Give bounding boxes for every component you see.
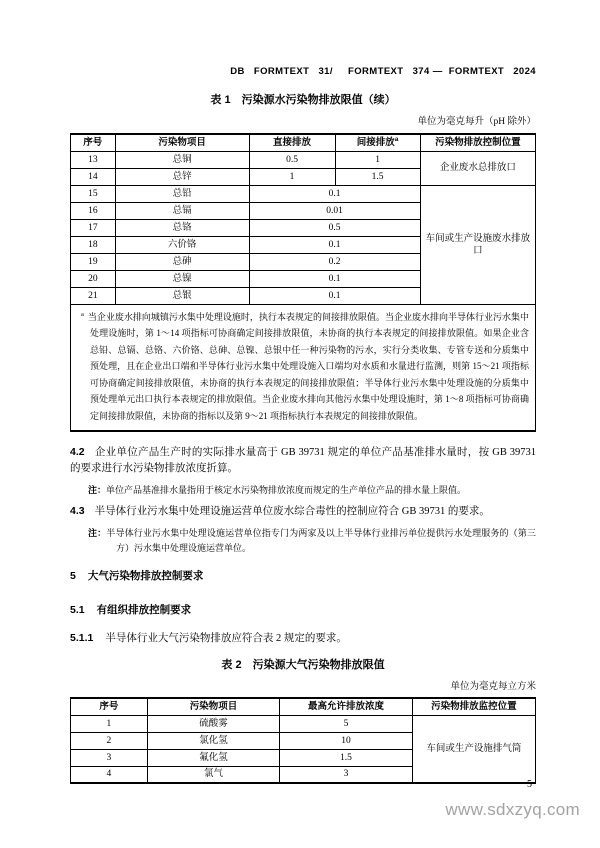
cell-limit-merged: 0.1 xyxy=(249,185,420,202)
clause-4-3-number: 4.3 xyxy=(70,505,85,518)
clause-5-1-1 xyxy=(70,630,536,647)
clause-5-1-1-text: 半导体行业大气污染物排放应符合表 2 规定的要求。 xyxy=(105,633,347,645)
section-5-1-heading xyxy=(70,604,536,617)
table1-body xyxy=(71,151,536,304)
cell-pollutant: 总镍 xyxy=(115,270,249,287)
section-5-heading xyxy=(70,570,536,583)
table1-header-cell: 直接排放 xyxy=(249,134,335,151)
cell-direct-limit: 1 xyxy=(249,168,335,185)
table2-unit-note: 单位为毫克每立方米 xyxy=(450,682,536,693)
cell-max-concentration: 10 xyxy=(280,732,413,749)
table1-header-cell: 序号 xyxy=(71,134,116,151)
cell-monitor-location: 车间或生产设施排气筒 xyxy=(412,715,535,783)
air-pollutant-limits-table xyxy=(70,697,536,784)
cell-serial: 14 xyxy=(71,168,116,185)
cell-limit-merged: 0.1 xyxy=(249,287,420,304)
cell-pollutant: 总铅 xyxy=(115,185,249,202)
clause-4-2-text: 企业单位产品生产时的实际排水量高于 GB 39731 规定的单位产品基准排水量时，按 GB 39731 的要求进行水污染物排放浓度折算。 xyxy=(70,446,536,474)
clause-4-3-note xyxy=(70,526,536,555)
cell-pollutant: 总锌 xyxy=(115,168,249,185)
note-label: 注： xyxy=(88,484,107,495)
table1-header-cell: 污染物项目 xyxy=(115,134,249,151)
clause-4-2 xyxy=(70,444,536,477)
cell-pollutant: 总铜 xyxy=(115,151,249,168)
footnote-text: 当企业废水排向城镇污水集中处理设施时，执行本表规定的间接排放限值。当企业废水排向半导体行业污水集中处理设施时，第 1～14 项指标可协商确定间接排放限值，未协商的执行本表规定的间接排放限值。如果企业含总铅、总镉、总铬、六价铬、总砷、总镍、总银中任一种污染物的污水，实行分类收集、专管专送和分质集中预处理，且在企业出口端和半导体行业污水集中处理设施入口端均对水质和水量进行监测，则第 15～21 项指标可协商确定间接排放限值，未协商的执行本表规定的间接排放限值；半导体行业污水集中处理设施的分质集中预处理单元出口执行本表规定的排放限值。当企业废水排向其他污水集中处理设施时，第 1～8 项指标可协商确定间接排放限值，未协商的指标以及第 9～21 项指标执行本表规定的间接排放限值。 xyxy=(87,311,529,422)
cell-indirect-limit: 1.5 xyxy=(335,168,420,185)
clause-4-3-text: 半导体行业污水集中处理设施运营单位废水综合毒性的控制应符合 GB 39731 的要求。 xyxy=(94,506,490,518)
cell-limit-merged: 0.5 xyxy=(249,219,420,236)
table1-title: 表 1 污染源水污染物排放限值（续） xyxy=(210,94,396,106)
clause-4-2-number: 4.2 xyxy=(70,445,85,458)
table-row xyxy=(71,185,536,202)
table2-header-cell: 最高允许排放浓度 xyxy=(280,698,413,715)
cell-serial: 21 xyxy=(71,287,116,304)
cell-limit-merged: 0.1 xyxy=(249,236,420,253)
cell-pollutant: 总铬 xyxy=(115,219,249,236)
cell-serial: 13 xyxy=(71,151,116,168)
superscript-marker: a xyxy=(394,135,399,143)
note-text: 半导体行业污水集中处理设施运营单位指专门为两家及以上半导体行业排污单位提供污水处理服务的（第三方）污水集中处理设施运营单位。 xyxy=(106,528,536,553)
cell-limit-merged: 0.1 xyxy=(249,270,420,287)
cell-serial: 19 xyxy=(71,253,116,270)
footnote-marker: a xyxy=(81,310,84,318)
cell-pollutant: 总砷 xyxy=(115,253,249,270)
cell-max-concentration: 1.5 xyxy=(280,749,413,766)
table2-header-cell: 污染物排放监控位置 xyxy=(412,698,535,715)
cell-limit-merged: 0.2 xyxy=(249,253,420,270)
cell-serial: 4 xyxy=(71,766,148,783)
watermark-text: www.sdxzyq.com xyxy=(445,800,580,819)
table1-footnote-cell xyxy=(71,304,536,431)
table1-header-row xyxy=(71,134,536,151)
note-text: 单位产品基准排水量指用于核定水污染物排放浓度而规定的生产单位产品的排水量上限值。 xyxy=(106,484,467,495)
cell-direct-limit: 0.5 xyxy=(249,151,335,168)
cell-serial: 1 xyxy=(71,715,148,732)
table1-header-cell: 污染物排放控制位置 xyxy=(420,134,535,151)
table1-unit-note: 单位为毫克每升（pH 除外） xyxy=(417,117,536,127)
table-row xyxy=(71,151,536,168)
cell-indirect-limit: 1 xyxy=(335,151,420,168)
page-number: 5 xyxy=(527,779,532,790)
cell-serial: 17 xyxy=(71,219,116,236)
cell-serial: 2 xyxy=(71,732,148,749)
cell-control-location: 车间或生产设施废水排放口 xyxy=(420,185,535,304)
table1-header-cell: 间接排放$^a$ xyxy=(335,134,420,151)
section-5-1-title: 有组织排放控制要求 xyxy=(96,604,192,617)
cell-serial: 16 xyxy=(71,202,116,219)
cell-max-concentration: 5 xyxy=(280,715,413,732)
table2-body xyxy=(71,715,536,783)
cell-serial: 15 xyxy=(71,185,116,202)
cell-pollutant: 总镉 xyxy=(115,202,249,219)
section-5-title: 大气污染物排放控制要求 xyxy=(87,570,204,583)
page-content xyxy=(70,66,536,784)
cell-limit-merged: 0.01 xyxy=(249,202,420,219)
section-5-number: 5 xyxy=(70,570,76,583)
water-pollutant-limits-table xyxy=(70,133,536,432)
table1-footnote xyxy=(77,309,529,425)
standard-number-header: DB FORMTEXT 31/ FORMTEXT 374 — FORMTEXT 2024 xyxy=(230,66,536,77)
cell-max-concentration: 3 xyxy=(280,766,413,783)
table2-header-cell: 污染物项目 xyxy=(147,698,280,715)
cell-pollutant: 氯气 xyxy=(147,766,280,783)
clause-4-3 xyxy=(70,503,536,520)
table-row xyxy=(71,715,536,732)
cell-serial: 20 xyxy=(71,270,116,287)
table1-footnote-row xyxy=(71,304,536,431)
clause-4-2-note xyxy=(70,483,536,498)
cell-pollutant: 氟化氢 xyxy=(147,749,280,766)
note-label: 注： xyxy=(88,528,107,539)
clause-5-1-1-number: 5.1.1 xyxy=(70,632,94,645)
cell-serial: 18 xyxy=(71,236,116,253)
table2-title: 表 2 污染源大气污染物排放限值 xyxy=(221,659,385,672)
cell-pollutant: 硫酸雾 xyxy=(147,715,280,732)
cell-pollutant: 六价铬 xyxy=(115,236,249,253)
cell-pollutant: 氯化氢 xyxy=(147,732,280,749)
cell-control-location: 企业废水总排放口 xyxy=(420,151,535,185)
table2-header-row xyxy=(71,698,536,715)
cell-pollutant: 总银 xyxy=(115,287,249,304)
table2-header-cell: 序号 xyxy=(71,698,148,715)
cell-serial: 3 xyxy=(71,749,148,766)
section-5-1-number: 5.1 xyxy=(70,604,85,617)
